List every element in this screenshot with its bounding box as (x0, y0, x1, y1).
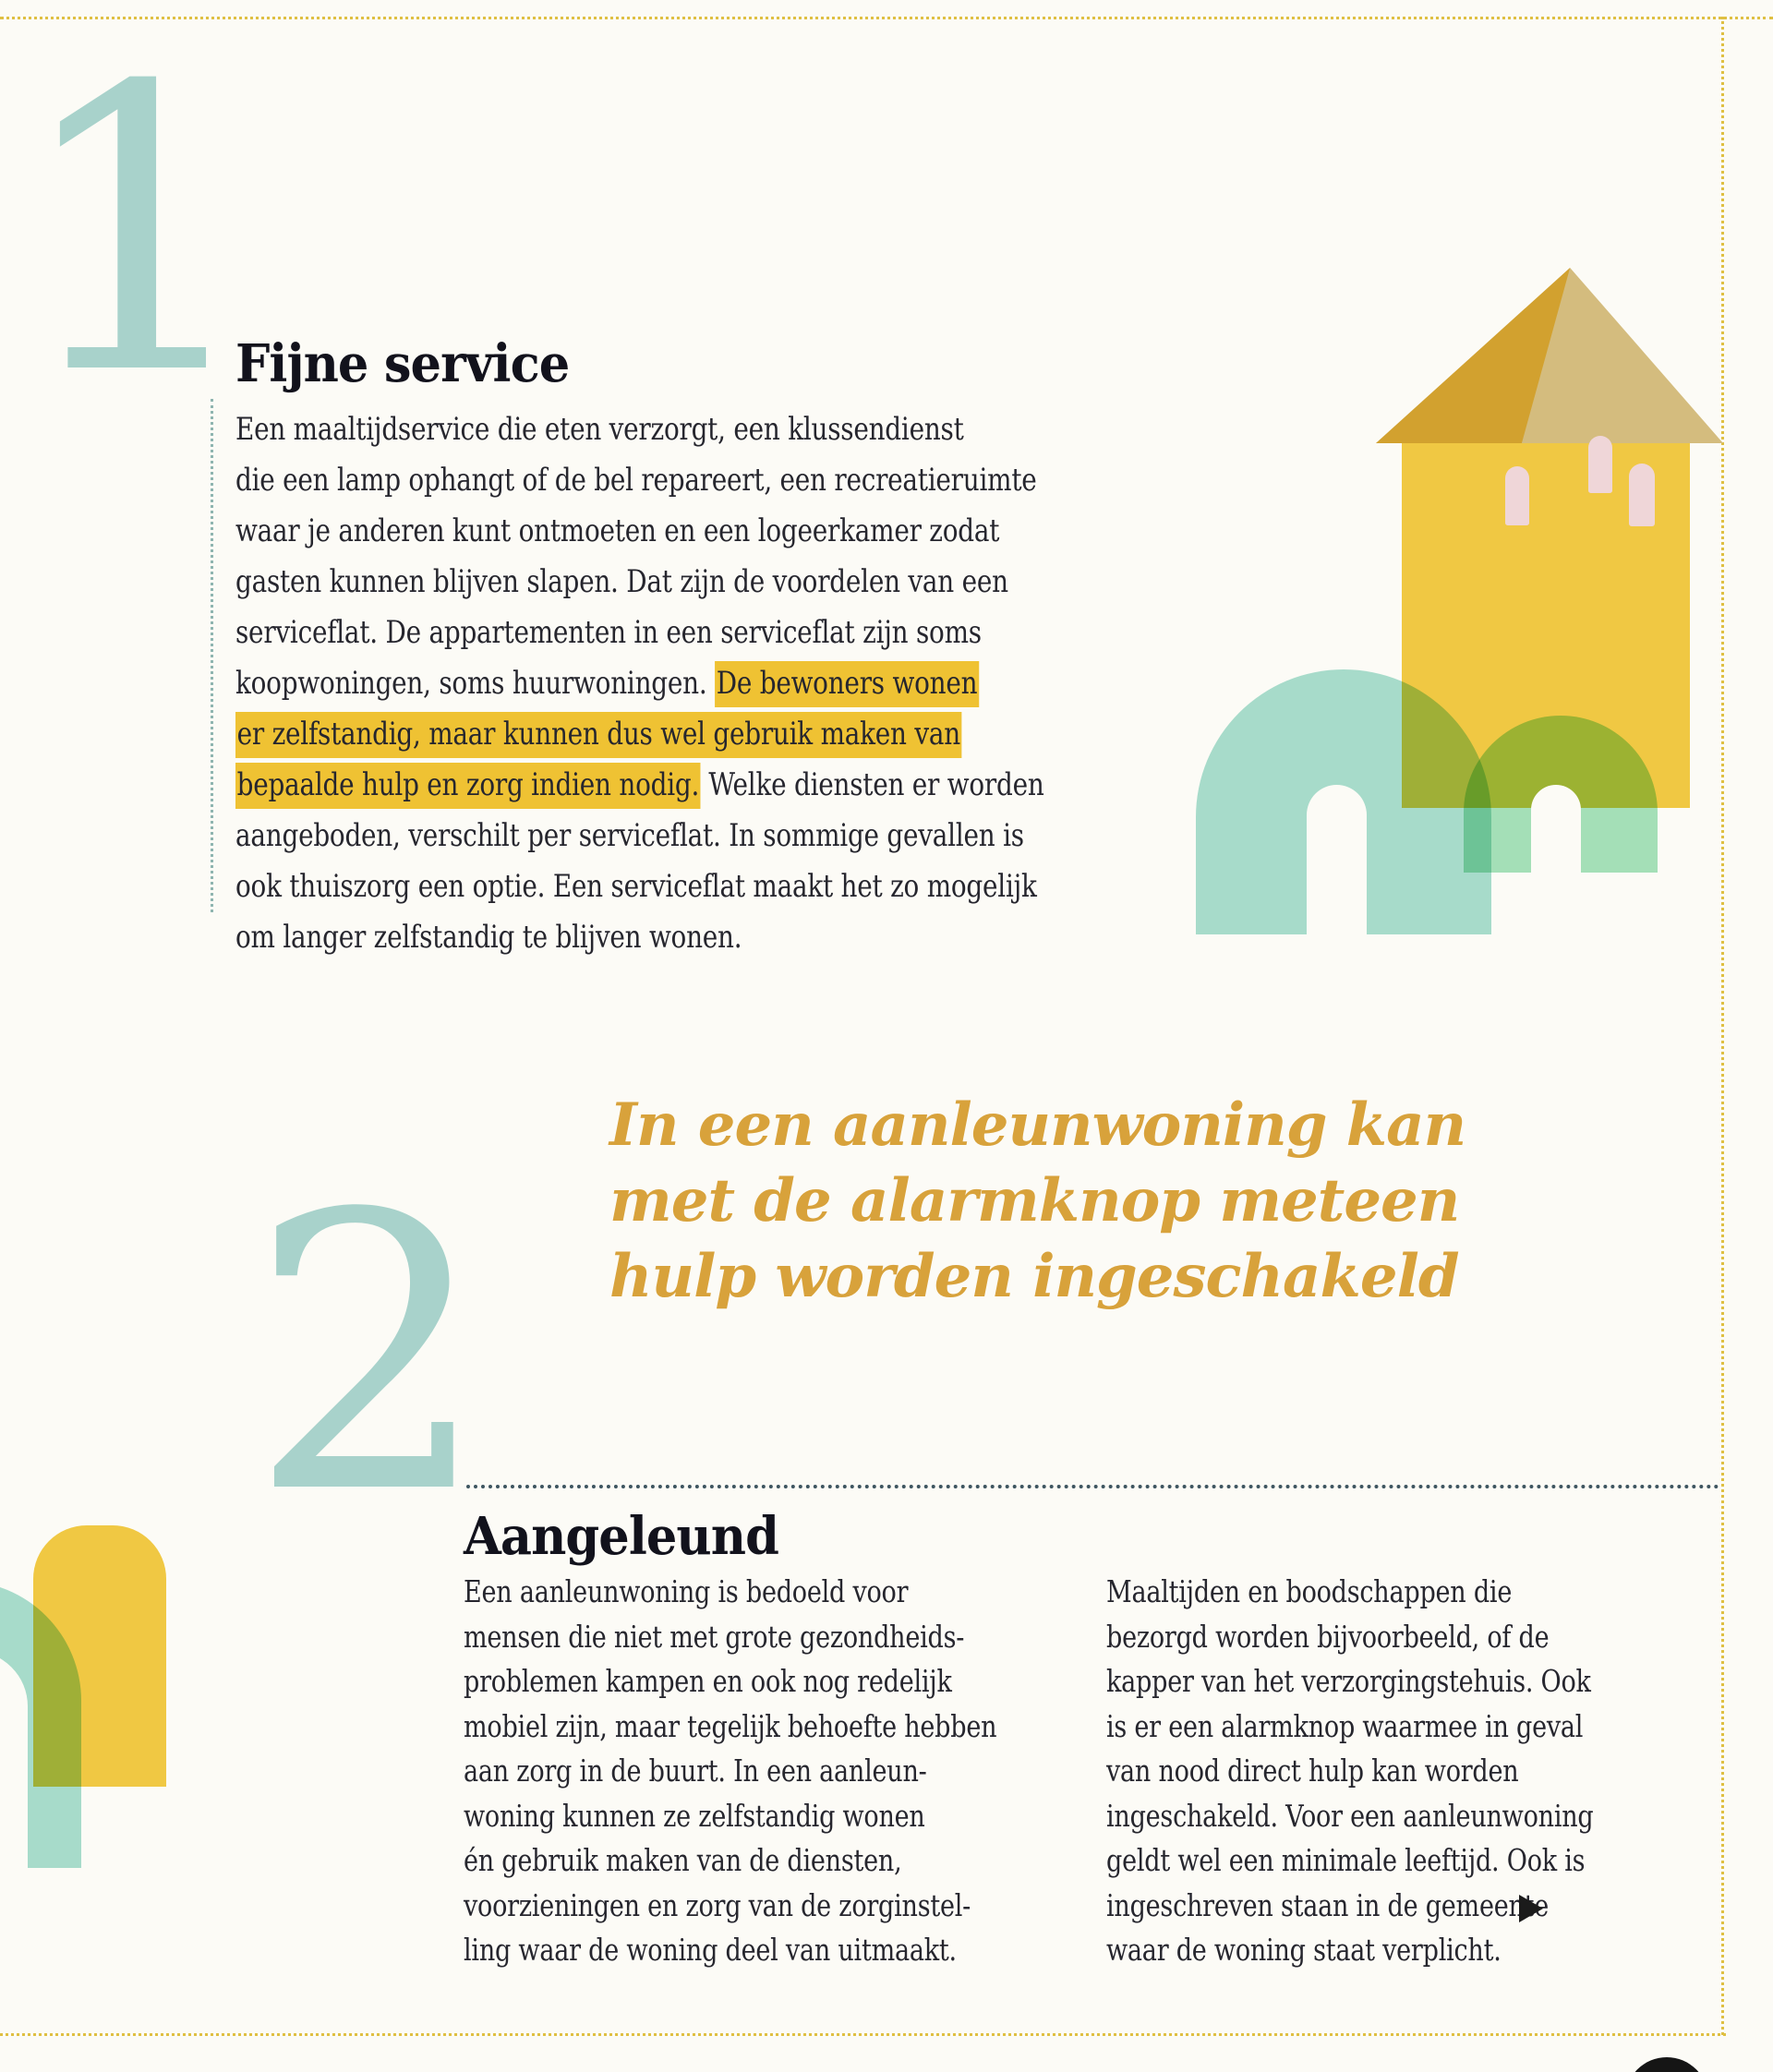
house-illustration (1182, 259, 1736, 960)
text-line: die een lamp ophangt of de bel repareert, een recreatieruimte (235, 462, 1037, 499)
text-line: serviceflat. De appartementen in een serviceflat zijn soms (235, 614, 982, 651)
text-line: is er een alarmknop waarmee in geval (1106, 1707, 1584, 1744)
section1-dotted-rule (211, 399, 213, 912)
text-line: én gebruik maken van de diensten, (464, 1842, 902, 1878)
house-window-right (1629, 464, 1655, 526)
text-line: ook thuiszorg een optie. Een serviceflat maakt het zo mogelijk (235, 868, 1037, 905)
text-line: gasten kunnen blijven slapen. Dat zijn de voordelen van een (235, 563, 1008, 600)
house-roof-icon (1376, 268, 1723, 443)
text-line: koopwoningen, soms huurwoningen. De bewoners wonen (235, 658, 917, 709)
text-line: woning kunnen ze zelfstandig wonen (464, 1797, 925, 1834)
bottom-left-decoration (0, 1477, 369, 1939)
mint-arch-opening (1307, 785, 1367, 934)
text-line: ingeschreven staan in de gemeente (1106, 1886, 1550, 1923)
text-line: hulp worden ingeschakeld (609, 1242, 1459, 1311)
text-line: waar je anderen kunt ontmoeten en een logeerkamer zodat (235, 512, 1000, 549)
section2-column-2 (1106, 1570, 1697, 1973)
pull-quote (609, 1088, 1466, 1315)
text-line: Maaltijden en boodschappen die (1106, 1573, 1513, 1609)
text-line: bepaalde hulp en zorg indien nodig. Welke diensten er worden (235, 760, 917, 811)
text-line: aan zorg in de buurt. In een aanleun- (464, 1753, 927, 1789)
section1-number: 1 (12, 5, 262, 461)
section2-title: Aangeleund (464, 1506, 778, 1567)
text-line: Een maaltijdservice die eten verzorgt, een klussendienst (235, 411, 964, 448)
text-line: aangeboden, verschilt per serviceflat. In sommige gevallen is (235, 817, 1024, 854)
text-line: ling waar de woning deel van uitmaakt. (464, 1932, 957, 1968)
text-line: problemen kampen en ook nog redelijk (464, 1663, 952, 1699)
text-line: waar de woning staat verplicht. (1106, 1932, 1502, 1968)
section2-dotted-rule (466, 1485, 1719, 1488)
text-line: met de alarmknop meteen (609, 1166, 1460, 1235)
section1-title: Fijne service (235, 333, 570, 394)
text-line: kapper van het verzorgingstehuis. Ook (1106, 1663, 1591, 1699)
house-door-opening (1531, 785, 1581, 873)
page-border-top (0, 17, 1773, 19)
text-line: ingeschakeld. Voor een aanleunwoning (1106, 1797, 1594, 1834)
text-line: voorzieningen en zorg van de zorginstel- (464, 1886, 971, 1923)
text-line: mensen die niet met grote gezondheids- (464, 1618, 965, 1655)
text-line: bezorgd worden bijvoorbeeld, of de (1106, 1618, 1550, 1655)
text-line: geldt wel een minimale leeftijd. Ook is (1106, 1842, 1586, 1878)
page-number-dot (1625, 2057, 1708, 2072)
text-line: van nood direct hulp kan worden (1106, 1753, 1519, 1789)
house-window-left (1505, 466, 1529, 525)
text-line: om langer zelfstandig te blijven wonen. (235, 919, 742, 956)
section2-number: 2 (248, 1135, 491, 1577)
text-line: In een aanleunwoning kan (609, 1090, 1466, 1160)
text-line: Een aanleunwoning is bedoeld voor (464, 1573, 909, 1609)
text-line: er zelfstandig, maar kunnen dus wel gebruik maken van (235, 709, 917, 760)
page-border-bottom (0, 2033, 1726, 2036)
house-window-middle (1588, 436, 1612, 493)
continue-arrow-icon (1519, 1895, 1543, 1922)
section1-paragraph (235, 404, 1067, 963)
text-line: mobiel zijn, maar tegelijk behoefte hebben (464, 1707, 997, 1744)
section2-column-1 (464, 1570, 1073, 1973)
